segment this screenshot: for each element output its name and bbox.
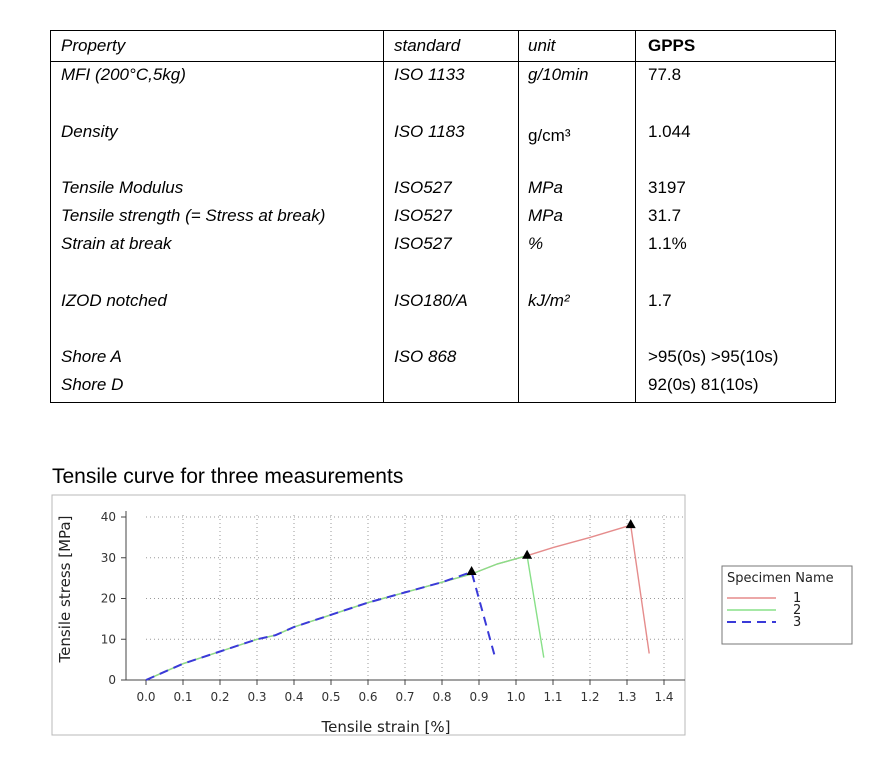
header-divider bbox=[51, 61, 835, 62]
break-marker-3 bbox=[467, 566, 477, 575]
column-divider bbox=[383, 31, 384, 402]
chart-series bbox=[146, 525, 649, 680]
row-value: 77.8 bbox=[648, 65, 682, 84]
x-tick-label: 0.3 bbox=[247, 690, 267, 704]
x-tick-label: 0.6 bbox=[358, 690, 378, 704]
row-property: Shore D bbox=[61, 375, 124, 394]
row-standard: ISO527 bbox=[394, 178, 452, 197]
row-unit: MPa bbox=[528, 178, 563, 197]
row-unit: kJ/m² bbox=[528, 291, 570, 310]
row-standard: ISO527 bbox=[394, 206, 452, 225]
row-standard: ISO527 bbox=[394, 234, 452, 253]
row-value: 1.1% bbox=[648, 234, 687, 253]
header-property: Property bbox=[61, 36, 126, 55]
row-value: 3197 bbox=[648, 178, 686, 197]
row-unit: g/cm³ bbox=[528, 126, 571, 145]
y-tick-labels bbox=[101, 510, 116, 687]
tensile-chart bbox=[0, 490, 876, 750]
x-tick-label: 0.8 bbox=[432, 690, 452, 704]
row-value: 31.7 bbox=[648, 206, 682, 225]
row-property: Density bbox=[61, 122, 118, 141]
x-tick-label: 0.0 bbox=[136, 690, 156, 704]
legend-label-3: 3 bbox=[793, 615, 802, 630]
series-line-1 bbox=[146, 525, 649, 680]
x-axis-label: Tensile strain [%] bbox=[321, 718, 451, 736]
row-property: Shore A bbox=[61, 347, 122, 366]
series-line-3 bbox=[146, 572, 496, 680]
x-tick-label: 0.7 bbox=[395, 690, 415, 704]
x-tick-label: 0.2 bbox=[210, 690, 230, 704]
x-tick-label: 0.4 bbox=[284, 690, 304, 704]
y-tick-label: 0 bbox=[108, 673, 116, 687]
row-standard: ISO 868 bbox=[394, 347, 457, 366]
header-unit: unit bbox=[528, 36, 556, 55]
y-tick-label: 20 bbox=[100, 591, 116, 606]
y-axis-label: Tensile stress [MPa] bbox=[56, 515, 74, 663]
row-unit: % bbox=[528, 234, 544, 253]
row-property: MFI (200°C,5kg) bbox=[61, 65, 186, 84]
row-property: Tensile Modulus bbox=[61, 178, 184, 197]
column-divider bbox=[635, 31, 636, 402]
x-tick-labels bbox=[136, 690, 673, 704]
row-property: Strain at break bbox=[61, 234, 172, 253]
x-tick-label: 1.3 bbox=[617, 690, 637, 704]
column-divider bbox=[518, 31, 519, 402]
y-tick-label: 40 bbox=[100, 510, 116, 524]
x-tick-label: 1.4 bbox=[654, 690, 674, 704]
row-property: IZOD notched bbox=[61, 291, 167, 310]
x-tick-label: 0.5 bbox=[321, 690, 341, 704]
header-material: GPPS bbox=[648, 36, 696, 55]
row-value: >95(0s) >95(10s) bbox=[648, 347, 779, 366]
x-tick-label: 1.0 bbox=[506, 690, 526, 704]
x-tick-label: 1.1 bbox=[543, 690, 563, 704]
row-value: 1.044 bbox=[648, 122, 691, 141]
legend-label-2: 2 bbox=[793, 603, 802, 618]
row-standard: ISO180/A bbox=[394, 291, 468, 310]
row-unit: MPa bbox=[528, 206, 563, 225]
row-standard: ISO 1133 bbox=[394, 65, 465, 84]
row-property: Tensile strength (= Stress at break) bbox=[61, 206, 326, 225]
row-value: 92(0s) 81(10s) bbox=[648, 375, 759, 394]
x-tick-label: 1.2 bbox=[580, 690, 600, 704]
y-tick-label: 30 bbox=[100, 550, 116, 565]
x-tick-label: 0.9 bbox=[469, 690, 489, 704]
row-unit: g/10min bbox=[528, 65, 589, 84]
x-tick-label: 0.1 bbox=[173, 690, 193, 704]
row-value: 1.7 bbox=[648, 291, 672, 310]
row-standard: ISO 1183 bbox=[394, 122, 465, 141]
legend-title: Specimen Name bbox=[727, 571, 834, 586]
chart-grid bbox=[146, 515, 685, 680]
legend-label-1: 1 bbox=[793, 591, 802, 606]
header-standard: standard bbox=[394, 36, 461, 55]
chart-title: Tensile curve for three measurements bbox=[52, 465, 404, 488]
properties-table bbox=[50, 30, 836, 403]
chart-legend bbox=[722, 566, 852, 644]
y-tick-label: 10 bbox=[100, 632, 116, 647]
